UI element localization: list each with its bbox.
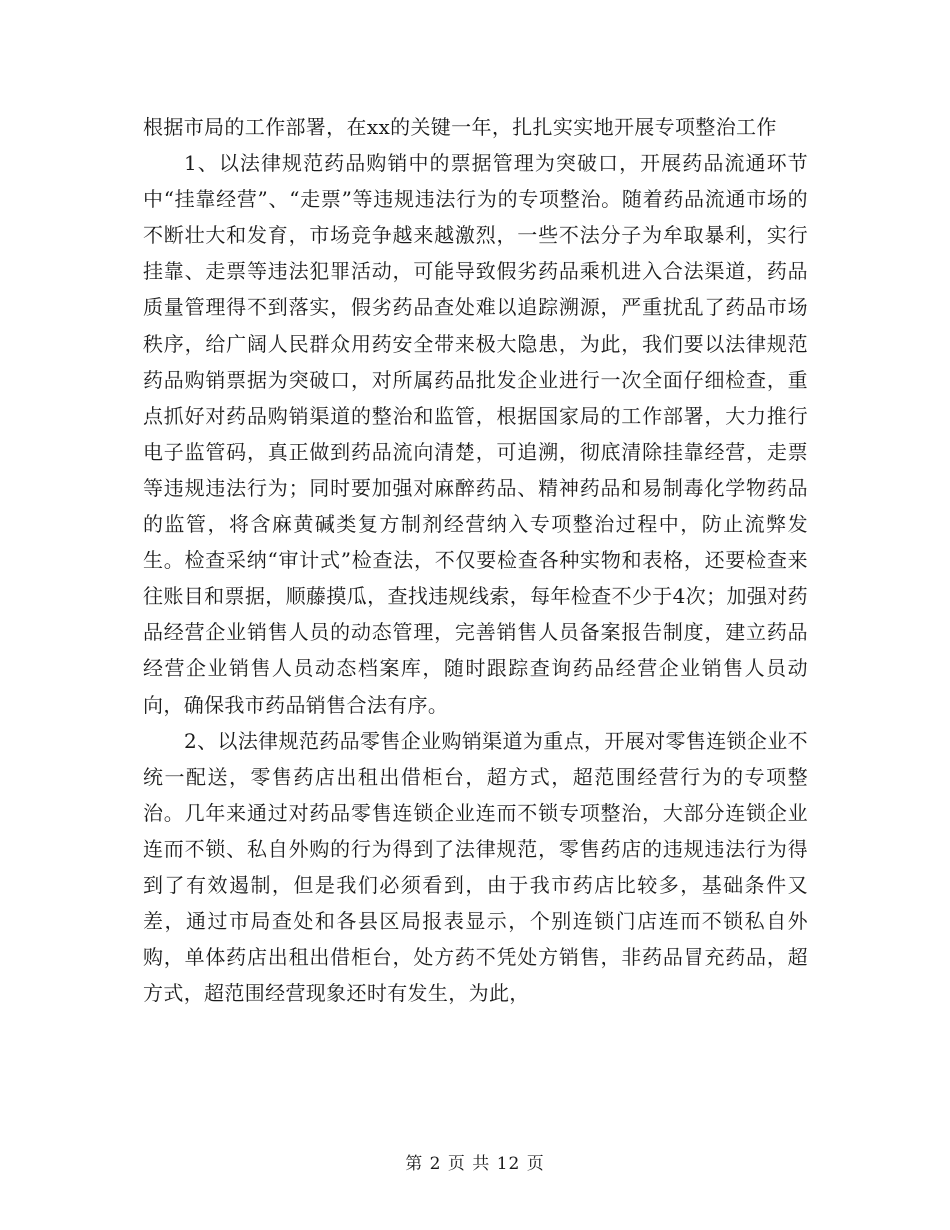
paragraph-section-2: 2、以法律规范药品零售企业购销渠道为重点，开展对零售连锁企业不统一配送，零售药店出租出借柜台，超方式，超范围经营行为的专项整治。几年来通过对药品零售连锁企业连而不锁专项整治，大部分连锁企业连而不锁、私自外购的行为得到了法律规范，零售药店的违规违法行为得到了有效遏制，但是我们必须看到，由于我市药店比较多，基础条件又差，通过市局查处和各县区局报表显示，个别连锁门店连而不锁私自外购，单体药店出租出借柜台，处方药不凭处方销售，非药品冒充药品，超方式，超范围经营现象还时有发生，为此， — [143, 728, 808, 1006]
paragraph-intro: 根据市局的工作部署，在xx的关键一年，扎扎实实地开展专项整治工作 — [143, 115, 777, 139]
paragraph-section-1: 1、以法律规范药品购销中的票据管理为突破口，开展药品流通环节中“挂靠经营”、“走票”等违规违法行为的专项整治。随着药品流通市场的不断壮大和发育，市场竞争越来越激烈，一些不法分子为牟取暴利，实行挂靠、走票等违法犯罪活动，可能导致假劣药品乘机进入合法渠道，药品质量管理得不到落实，假劣药品查处难以追踪溯源，严重扰乱了药品市场秩序，给广阔人民群众用药安全带来极大隐患，为此，我们要以法律规范药品购销票据为突破口，对所属药品批发企业进行一次全面仔细检查，重点抓好对药品购销渠道的整治和监管，根据国家局的工作部署，大力推行电子监管码，真正做到药品流向清楚，可追溯，彻底清除挂靠经营，走票等违规违法行为；同时要加强对麻醉药品、精神药品和易制毒化学物药品的监管，将含麻黄碱类复方制剂经营纳入专项整治过程中，防止流弊发生。检查采纳“审计式”检查法，不仅要检查各种实物和表格，还要检查来往账目和票据，顺藤摸瓜，查找违规线索，每年检查不少于4次；加强对药品经营企业销售人员的动态管理，完善销售人员备案报告制度，建立药品经营企业销售人员动态档案库，随时跟踪查询药品经营企业销售人员动向，确保我市药品销售合法有序。 — [143, 151, 808, 717]
document-body — [143, 109, 808, 1011]
page-number-footer: 第 2 页 共 12 页 — [405, 1154, 545, 1174]
